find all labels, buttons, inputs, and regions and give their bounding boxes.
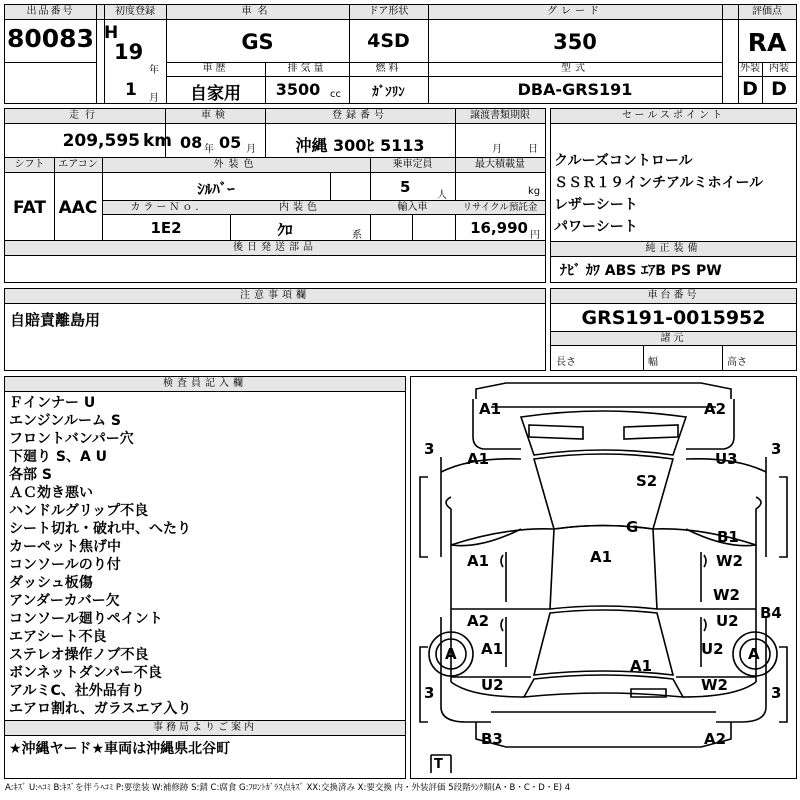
damage-mark: A1 [590,548,613,566]
sales-point-label: セールスポイント [621,110,726,121]
capacity-unit: 人 [437,190,447,201]
inspection-month-unit: 月 [246,144,256,155]
ext-color-value: ｼﾙﾊﾞｰ [197,180,235,198]
exterior-grade-label: 外装 [740,63,760,74]
damage-mark: W2 [716,552,743,570]
lot-label: 出品番号 [26,6,75,17]
damage-mark: A1 [481,640,504,658]
transfer-label: 譲渡書類期限 [470,110,530,121]
notes-value: 自賠責離島用 [10,311,101,329]
damage-mark: A1 [479,400,502,418]
fuel-label: 燃料 [375,63,402,74]
aircon-label: エアコン [58,159,98,170]
specs-width: 幅 [648,357,658,368]
history-value: 自家用 [190,84,241,104]
car-name: GS [241,30,274,54]
inspector-item: シート切れ・破れ中、へたり [9,521,191,537]
first-reg-year: 19 [114,40,144,64]
sales-point-item: ＳＳＲ１９インチアルミホイール [554,175,764,191]
transfer-day-unit: 日 [528,144,538,155]
first-reg-month: 1 [125,80,137,100]
inspection-year: 08 [180,133,203,152]
color-no-label: カラーＮｏ. [130,202,202,213]
interior-grade-label: 内装 [769,63,789,74]
displacement-unit: cc [330,89,341,100]
inspector-item: カーペット焦げ中 [9,539,121,555]
first-reg-era: H [104,23,119,43]
notes-label: 注意事項欄 [240,290,310,301]
specs-label: 諸元 [660,333,687,344]
inspector-list [9,394,191,718]
plate-value: 沖縄 300ﾋ 5113 [295,136,425,155]
score-value: RA [747,28,787,57]
exterior-grade-value: D [742,78,758,100]
inspector-item: エンジンルーム S [9,413,121,429]
damage-mark: A1 [467,552,490,570]
damage-mark: U2 [701,640,724,658]
damage-mark: A [748,645,760,663]
office-label: 事務局よりご案内 [153,722,257,733]
first-reg-year-unit: 年 [149,65,159,76]
int-color-value: ｸﾛ [277,221,293,239]
damage-mark: W2 [713,586,740,604]
equipment-label: 純正装備 [645,243,702,254]
grade-label: グレード [547,6,603,17]
door-label: ドア形状 [368,6,409,17]
model-label: 型式 [561,63,589,74]
later-parts-label: 後日発送部品 [233,242,317,253]
specs-height: 高さ [727,357,747,368]
inspector-item: アンダーカバー欠 [9,593,120,609]
tread-depth: 3 [424,440,435,458]
inspector-item: コンソールのり付 [9,557,121,573]
first-reg-month-unit: 月 [149,93,159,104]
mileage-value: 209,595 [62,131,140,151]
int-color-label: 内装色 [279,202,321,213]
inspector-item: ダッシュ板傷 [9,575,93,591]
inspector-item: コンソール廻りペイント [9,611,163,627]
sales-point-item: クルーズコントロール [554,153,693,169]
inspector-label: 検査員記入欄 [163,378,247,389]
mileage-label: 走行 [69,110,101,121]
equipment-value: ﾅﾋﾞ ｶﾜ ABS ｴｱB PS PW [560,263,722,279]
inspection-year-unit: 年 [204,144,214,155]
inspection-label: 車検 [201,110,229,121]
sales-point-list [554,150,763,238]
interior-grade-value: D [771,78,787,100]
inspector-item: Ｆインナー U [9,395,96,411]
displacement-label: 排気量 [287,63,327,74]
shift-label: シフト [14,159,45,170]
plate-label: 登録番号 [332,110,388,121]
inspector-item: ステレオ操作ノブ不良 [9,647,149,663]
inspector-item: エアロ割れ、ガラスエア入り [9,701,192,717]
office-value: ★沖縄ヤード★車両は沖縄県北谷町 [9,741,231,757]
damage-mark: U2 [716,612,739,630]
inspector-item: 各部 S [9,467,52,483]
damage-mark: U3 [715,450,738,468]
damage-mark: A2 [467,612,490,630]
damage-mark: A1 [630,657,653,675]
recycle-value: 16,990 [470,219,528,237]
chassis-label: 車台番号 [647,290,700,301]
damage-mark: A [445,645,457,663]
score-label: 評価点 [752,6,782,17]
ext-color-label: 外装色 [213,159,259,170]
spare-tire-mark: T [434,757,443,772]
damage-mark: S2 [636,472,658,490]
car-diagram [411,377,796,778]
sales-point-item: レザーシート [554,197,638,213]
mileage-unit: km [143,131,173,151]
int-color-unit: 系 [352,230,362,241]
first-reg-label: 初度登録 [115,6,155,17]
damage-mark: W2 [701,676,728,694]
inspector-item: ボンネットダンパー不良 [9,665,162,681]
damage-mark: B1 [717,528,739,546]
inspector-item: 下廻り S、A U [9,449,108,465]
shift-value: FAT [12,198,47,218]
color-no-value: 1E2 [150,219,182,237]
chassis-value: GRS191-0015952 [581,307,766,329]
damage-mark: G [626,518,639,536]
grade-value: 350 [553,30,597,54]
inspector-item: エアシート不良 [9,629,107,645]
max-load-unit: kg [528,186,541,197]
inspector-item: ハンドルグリップ不良 [9,503,149,519]
car-name-label: 車名 [241,6,274,17]
inspector-item: フロントバンパー穴 [9,431,134,447]
sales-point-item: パワーシート [554,219,638,235]
inspector-item: ＡＣ効き悪い [9,485,93,501]
inspection-month: 05 [219,133,242,152]
specs-length: 長さ [556,357,576,368]
legend: A:ｷｽﾞ U:ﾍｺﾐ B:ｷｽﾞを伴うﾍｺﾐ P:要塗装 W:補修跡 S:錆 C:腐食 G:ﾌﾛﾝﾄｶﾞﾗｽ点ｷｽﾞ XX:交換済み X:要交換 内・外装評価 5段階ﾗﾝｸ順(A・B・C・D・E) 4 [5,783,571,793]
tread-depth: 3 [771,440,782,458]
tread-depth: 3 [424,684,435,702]
lot-number: 80083 [7,24,94,53]
capacity-value: 5 [400,178,411,196]
max-load-label: 最大積載量 [475,159,525,170]
displacement-value: 3500 [275,80,321,99]
damage-mark: B3 [481,730,503,748]
inspector-item: アルミC、社外品有り [9,683,145,699]
model-value: DBA-GRS191 [517,80,633,99]
door-type: 4SD [367,30,410,52]
transfer-month-unit: 月 [492,144,502,155]
recycle-label: リサイクル預託金 [462,202,538,213]
capacity-label: 乗車定員 [392,159,433,170]
damage-mark: A2 [704,730,727,748]
aircon-value: AAC [58,198,98,218]
damage-mark: A1 [467,450,490,468]
history-label: 車歴 [202,63,229,74]
recycle-unit: 円 [530,230,540,241]
damage-mark: U2 [481,676,504,694]
tread-depth: 3 [771,684,782,702]
import-label: 輸入車 [397,202,428,213]
damage-mark: B4 [760,604,782,622]
damage-mark: A2 [704,400,727,418]
fuel-value: ｶﾞｿﾘﾝ [372,85,405,100]
